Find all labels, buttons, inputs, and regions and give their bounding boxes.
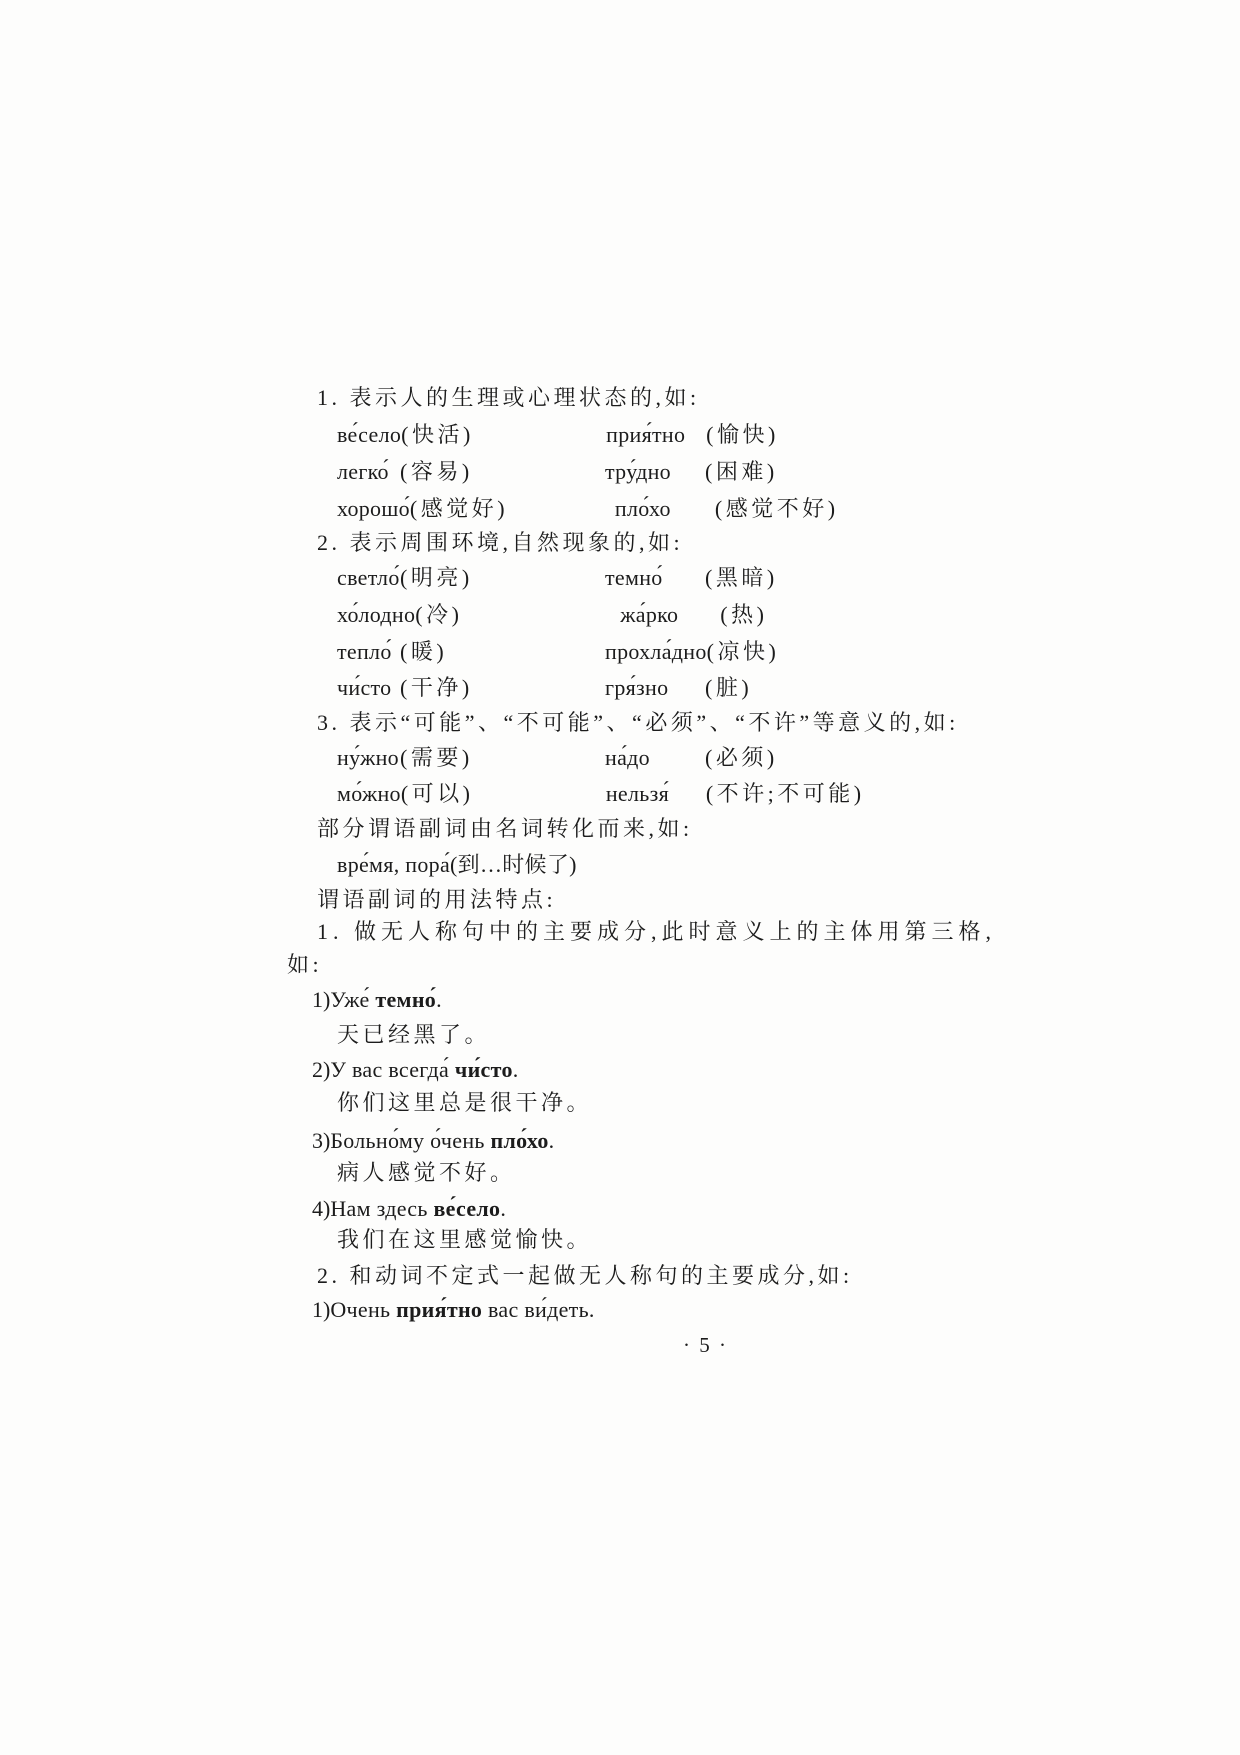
usage-point-1-line-1: 1. 做无人称句中的主要成分,此时意义上的主体用第三格, <box>317 919 997 944</box>
vocab-ru-word: ну́жно <box>337 745 399 770</box>
vocab-gloss: (困难) <box>705 459 778 484</box>
example-text: Нам здесь <box>330 1196 434 1221</box>
vocab-row <box>337 600 767 630</box>
vocab-ru-word: гря́зно <box>605 675 669 700</box>
vocab-gloss: (暖) <box>400 639 448 664</box>
example-bold-word: темно́ <box>375 987 437 1012</box>
vocab-ru-word: светло́ <box>337 565 400 590</box>
paragraph-usage-title: 谓语副词的用法特点: <box>317 887 557 912</box>
example-sentence-russian <box>312 1194 506 1224</box>
vocab-row <box>337 673 752 703</box>
vocab-ru-word: хорошо́ <box>337 496 410 521</box>
example-number: 1) <box>312 987 331 1012</box>
example-text: Больно́му о́чень <box>330 1128 491 1153</box>
section-heading-1: 1. 表示人的生理或心理状态的,如: <box>317 385 700 410</box>
vocab-ru-word: хо́лодно <box>337 602 416 627</box>
vocab-row <box>337 494 839 524</box>
example-bold-word: чи́сто <box>454 1057 513 1082</box>
vocab-row <box>337 637 779 667</box>
vocab-ru-word: прохла́дно <box>605 639 707 664</box>
example-text: Уже́ <box>330 987 376 1012</box>
example-translation: 天已经黑了。 <box>337 1022 491 1047</box>
example-text: . <box>512 1057 519 1082</box>
usage-point-2: 2. 和动词不定式一起做无人称句的主要成分,如: <box>317 1263 853 1288</box>
example-text: вас ви́деть. <box>482 1297 595 1322</box>
vocab-gloss: (不许;不可能) <box>705 781 865 806</box>
section-heading-2: 2. 表示周围环境,自然现象的,如: <box>317 530 684 555</box>
vocab-ru-word: темно́ <box>605 565 663 590</box>
example-sentence-russian <box>312 1126 554 1156</box>
example-sentence-russian <box>312 1295 595 1325</box>
vocab-gloss: (必须) <box>705 745 778 770</box>
example-text: . <box>436 987 442 1012</box>
vocab-ru-word: чи́сто <box>337 675 392 700</box>
vocab-row <box>337 420 779 450</box>
example-text: Очень <box>330 1297 397 1322</box>
vocab-ru-word: тру́дно <box>605 459 671 484</box>
example-sentence-russian <box>312 1055 519 1085</box>
usage-point-1-line-2: 如: <box>287 952 323 977</box>
vocab-gloss: (容易) <box>400 459 473 484</box>
section-heading-3: 3. 表示“可能”、“不可能”、“必须”、“不许”等意义的,如: <box>317 710 959 735</box>
vocab-gloss: (脏) <box>705 675 753 700</box>
vocab-gloss: (冷) <box>415 602 463 627</box>
vocab-gloss: (凉快) <box>706 639 780 664</box>
vocab-gloss: (黑暗) <box>705 565 778 590</box>
example-translation: 病人感觉不好。 <box>337 1160 516 1185</box>
vocab-gloss: (愉快) <box>706 422 779 447</box>
vocab-gloss: (快活) <box>401 422 474 447</box>
vocab-row <box>337 779 865 809</box>
vocab-ru-word: пло́хо <box>614 496 671 521</box>
example-number: 2) <box>312 1057 331 1082</box>
example-bold-word: пло́хо <box>490 1128 549 1153</box>
example-bold-word: ве́село <box>433 1196 501 1221</box>
vocab-gloss: (需要) <box>400 745 473 770</box>
example-sentence-russian <box>312 985 442 1015</box>
vocab-gloss: (可以) <box>400 781 474 806</box>
vocab-row <box>337 743 778 773</box>
noun-derived-examples: вре́мя, пора́(到…时候了) <box>337 852 577 877</box>
vocab-gloss: (干净) <box>400 675 473 700</box>
vocab-row <box>337 563 778 593</box>
example-translation: 你们这里总是很干净。 <box>337 1090 593 1115</box>
example-number: 4) <box>312 1196 331 1221</box>
example-number: 1) <box>312 1297 331 1322</box>
vocab-gloss: (热) <box>720 602 768 627</box>
page-number: · 5 · <box>683 1333 728 1357</box>
example-translation: 我们在这里感觉愉快。 <box>337 1227 593 1252</box>
vocab-ru-word: тепло́ <box>337 639 392 664</box>
example-text: У вас всегда́ <box>330 1057 455 1082</box>
vocab-gloss: (感觉好) <box>409 496 509 521</box>
vocab-ru-word: на́до <box>605 745 650 770</box>
vocab-ru-word: мо́жно <box>337 781 401 806</box>
vocab-ru-word: прия́тно <box>606 422 686 447</box>
vocab-ru-word: нельзя́ <box>605 781 670 806</box>
vocab-ru-word: легко́ <box>337 459 389 484</box>
paragraph-noun-intro: 部分谓语副词由名词转化而来,如: <box>317 816 693 841</box>
vocab-gloss: (感觉不好) <box>714 496 839 521</box>
vocab-row <box>337 457 778 487</box>
example-text: . <box>500 1196 507 1221</box>
vocab-ru-word: ве́село <box>337 422 402 447</box>
vocab-gloss: (明亮) <box>400 565 473 590</box>
example-number: 3) <box>312 1128 331 1153</box>
example-bold-word: прия́тно <box>396 1297 483 1322</box>
vocab-ru-word: жа́рко <box>620 602 679 627</box>
example-text: . <box>548 1128 555 1153</box>
